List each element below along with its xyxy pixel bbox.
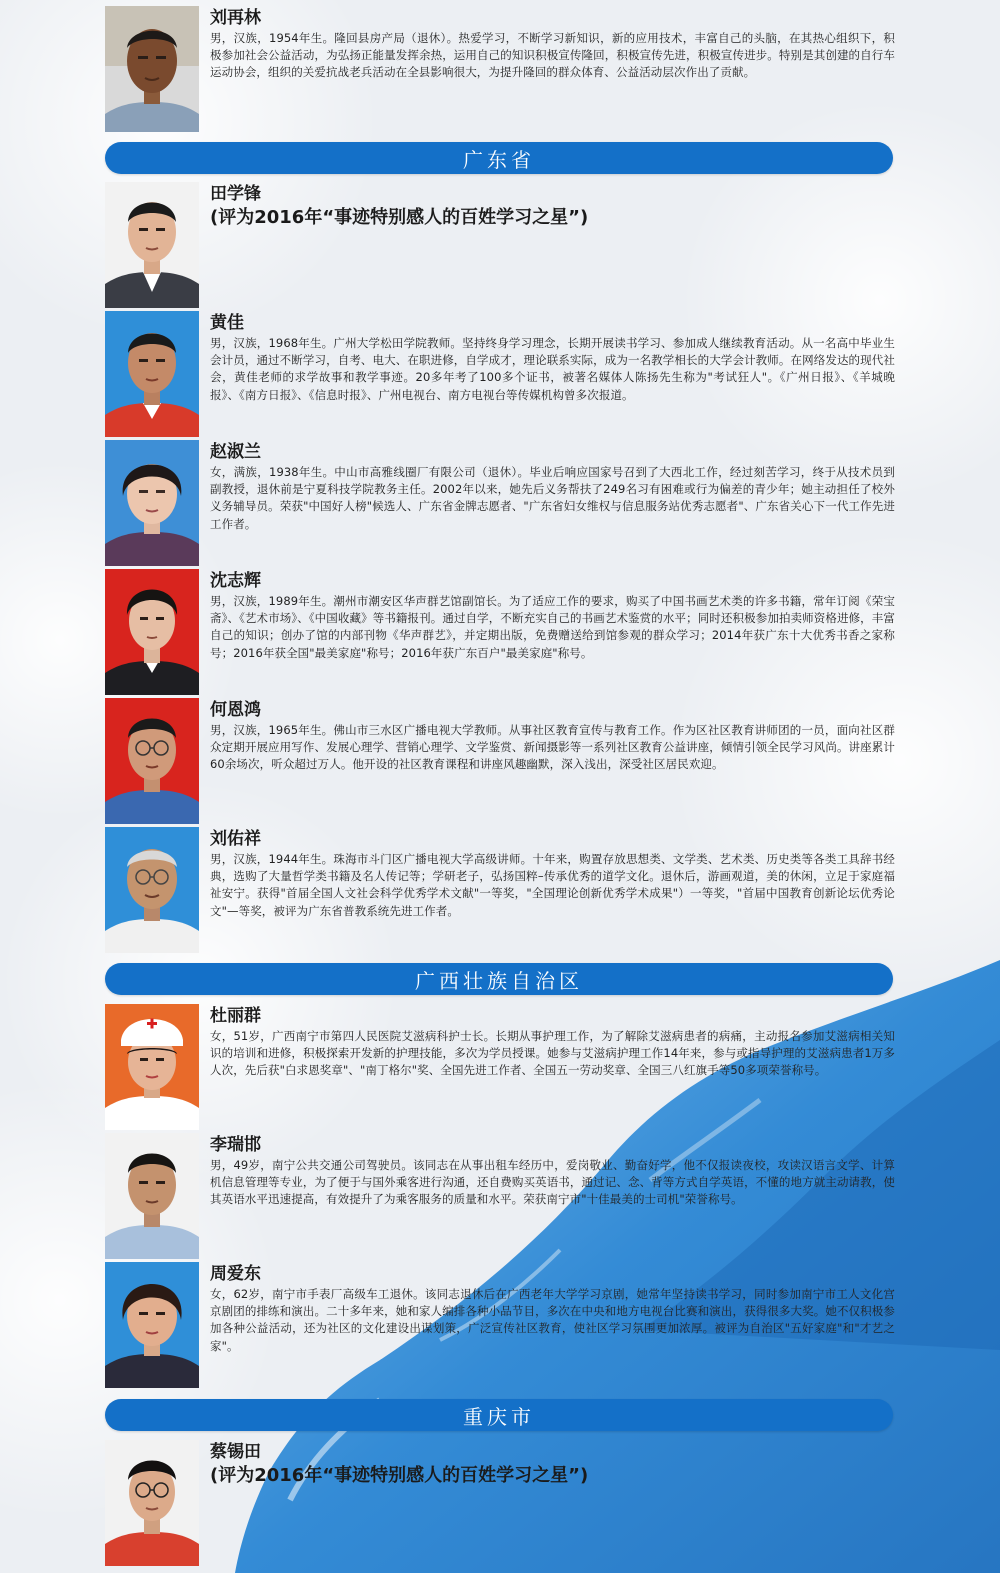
person-name: 周爱东 <box>210 1264 261 1284</box>
person-description: 女，51岁，广西南宁市第四人民医院艾滋病科护士长。长期从事护理工作，为了解除艾滋病患者的病痛，主动报名参加艾滋病相关知识的培训和进修，积极探索开发新的护理技能，多次为学员授课。她参与艾滋病护理工作14年来，参与或指导护理的艾滋病患者1万多人次，先后获"白求恩奖章"、"南丁格尔"奖、全国先进工作者、全国五一劳动奖章、全国三八红旗手等50多项荣誉称号。 <box>210 1029 895 1078</box>
person-description: 男，汉族，1965年生。佛山市三水区广播电视大学教师。从事社区教育宣传与教育工作。作为区社区教育讲师团的一员，面向社区群众定期开展应用写作、发展心理学、营销心理学、文学鉴赏、新闻摄影等一系列社区教育公益讲座，倾情引领全民学习风尚。讲座累计60余场次，听众超过万人。他开设的社区教育课程和讲座风趣幽默，深入浅出，深受社区居民欢迎。 <box>210 723 895 772</box>
section-header-chongqing: 重庆市 <box>105 1399 893 1431</box>
person-info <box>210 1440 895 1489</box>
portrait-photo <box>105 311 199 437</box>
person-name: 李瑞邯 <box>210 1135 261 1155</box>
person-card <box>105 1440 895 1566</box>
person-honor: (评为2016年“事迹特别感人的百姓学习之星”) <box>210 1465 589 1486</box>
portrait-photo <box>105 182 199 308</box>
person-name: 何恩鸿 <box>210 700 261 720</box>
person-name: 赵淑兰 <box>210 442 261 462</box>
person-info <box>210 182 895 231</box>
portrait-photo <box>105 827 199 953</box>
person-description: 男，汉族，1968年生。广州大学松田学院教师。坚持终身学习理念，长期开展读书学习、参加成人继续教育活动。从一名高中毕业生会计员，通过不断学习，自考、电大、在职进修，自学成才，理论联系实际，成为一名教学相长的大学会计教师。在网络发达的现代社会，黄佳老师的求学故事和教学事迹。20多年考了100多个证书，被著名媒体人陈扬先生称为"考试狂人"。《广州日报》、《羊城晚报》、《南方日报》、《信息时报》、广州电视台、南方电视台等传媒机构曾多次报道。 <box>210 336 895 402</box>
portrait-photo <box>105 1004 199 1130</box>
person-card <box>105 1004 895 1130</box>
person-name: 黄佳 <box>210 313 244 333</box>
section-header-guangxi: 广西壮族自治区 <box>105 963 893 995</box>
section-header-guangdong: 广东省 <box>105 142 893 174</box>
person-card <box>105 1133 895 1259</box>
person-honor: (评为2016年“事迹特别感人的百姓学习之星”) <box>210 207 589 228</box>
person-name: 蔡锡田 <box>210 1442 261 1462</box>
person-card <box>105 1262 895 1388</box>
person-name: 刘再林 <box>210 8 261 28</box>
person-description: 男，汉族，1989年生。潮州市潮安区华声群艺馆副馆长。为了适应工作的要求，购买了中国书画艺术类的许多书籍，常年订阅《荣宝斋》、《艺术市场》、《中国收藏》等书籍报刊。通过自学，不断充实自己的书画艺术鉴赏的水平；同时还积极参加拍卖师资格进修，丰富自己的知识；创办了馆的内部刊物《华声群艺》，并定期出版，免费赠送给到馆参观的群众学习；2014年获广东十大优秀书香之家称号；2016年获全国"最美家庭"称号；2016年获广东百户"最美家庭"称号。 <box>210 594 895 660</box>
person-description: 女，62岁，南宁市手表厂高级车工退休。该同志退休后在广西老年大学学习京剧，她常年坚持读书学习，同时参加南宁市工人文化宫京剧团的排练和演出。二十多年来，她和家人编排各种小品节目，多次在中央和地方电视台比赛和演出，获得很多大奖。她不仅积极参加各种公益活动，还为社区的文化建设出谋划策，广泛宣传社区教育，使社区学习氛围更加浓厚。被评为自治区"五好家庭"和"才艺之家"。 <box>210 1287 895 1353</box>
portrait-photo <box>105 6 199 132</box>
portrait-photo <box>105 698 199 824</box>
portrait-photo <box>105 1133 199 1259</box>
person-info <box>210 827 895 920</box>
person-info <box>210 440 895 533</box>
portrait-photo <box>105 1440 199 1566</box>
person-name: 杜丽群 <box>210 1006 261 1026</box>
person-name: 沈志辉 <box>210 571 261 591</box>
person-card <box>105 440 895 566</box>
person-card <box>105 311 895 437</box>
person-info <box>210 1262 895 1355</box>
portrait-photo <box>105 440 199 566</box>
person-info <box>210 698 895 774</box>
person-card <box>105 698 895 824</box>
person-info <box>210 311 895 404</box>
person-name: 田学锋 <box>210 184 261 204</box>
person-info <box>210 1004 895 1080</box>
person-card <box>105 6 895 132</box>
person-card <box>105 182 895 308</box>
person-info <box>210 6 895 82</box>
portrait-photo <box>105 1262 199 1388</box>
person-card <box>105 569 895 695</box>
person-description: 男，汉族，1944年生。珠海市斗门区广播电视大学高级讲师。十年来，购置存放思想类、文学类、艺术类、历史类等各类工具辞书经典，选购了大量哲学类书籍及名人传记等；学研老子，弘扬国粹–传承优秀的道学文化。退休后，游画观道，美的休闲，立足于家庭福祉安宁。获得"首届全国人文社会科学优秀学术文献"一等奖，"全国理论创新优秀学术成果"）一等奖，"首届中国教育创新论坛优秀论文"—等奖，被评为广东省普教系统先进工作者。 <box>210 852 895 918</box>
person-description: 男，汉族，1954年生。隆回县房产局（退休）。热爱学习，不断学习新知识，新的应用技术，丰富自己的头脑，在其热心组织下，积极参加社会公益活动，为弘扬正能量发挥余热，运用自己的知识积极宣传隆回，积极宣传先进，积极宣传进步。特别是其创建的自行车运动协会，组织的关爱抗战老兵活动在全县影响很大，为提升隆回的群众体育、公益活动层次作出了贡献。 <box>210 31 895 80</box>
person-description: 男，49岁，南宁公共交通公司驾驶员。该同志在从事出租车经历中，爱岗敬业、勤奋好学，他不仅报读夜校，攻读汉语言文学、计算机信息管理等专业，为了便于与国外乘客进行沟通，还自费购买英语书，通过记、念、背等方式自学英语，不懂的地方就主动请教，使其英语水平迅速提高，有效提升了为乘客服务的质量和水平。荣获南宁市"十佳最美的士司机"荣誉称号。 <box>210 1158 895 1207</box>
portrait-photo <box>105 569 199 695</box>
person-info <box>210 569 895 662</box>
person-name: 刘佑祥 <box>210 829 261 849</box>
person-description: 女，满族，1938年生。中山市高雅线圈厂有限公司（退休）。毕业后响应国家号召到了大西北工作，经过刻苦学习，终于从技术员到副教授，退休前是宁夏科技学院教务主任。2002年以来，她先后义务帮扶了249名习有困难或行为偏差的青少年；她主动担任了校外义务辅导员。荣获"中国好人榜"候选人、广东省金牌志愿者、"广东省妇女维权与信息服务站优秀志愿者"、广东省关心下一代工作先进工作者。 <box>210 465 895 531</box>
person-info <box>210 1133 895 1209</box>
person-card <box>105 827 895 953</box>
